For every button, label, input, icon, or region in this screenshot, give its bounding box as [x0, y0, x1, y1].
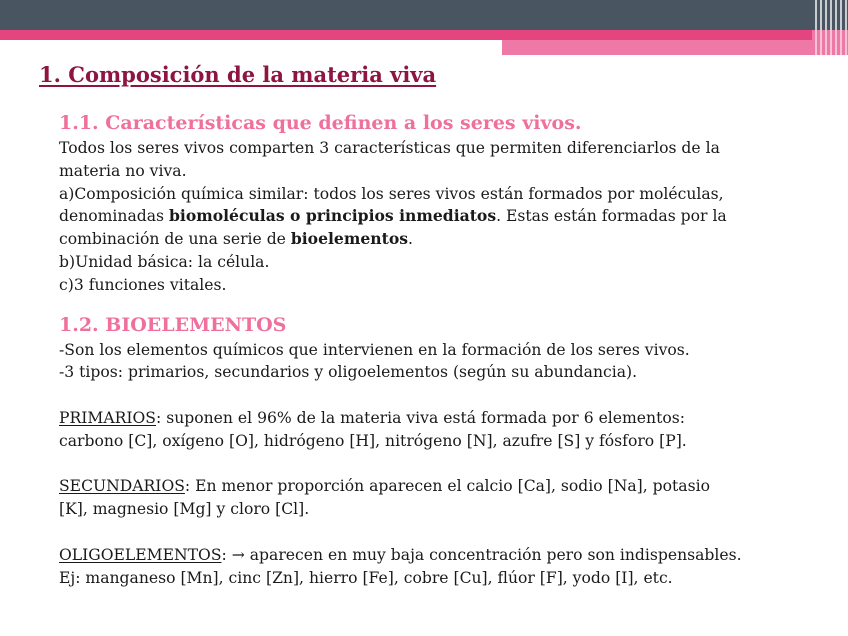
primarios-label: PRIMARIOS [59, 408, 156, 427]
oligoelementos-text-1: : → aparecen en muy baja concentración pero son indispensables. [221, 545, 742, 564]
oligoelementos-label: OLIGOELEMENTOS [59, 545, 222, 564]
slide-body [59, 109, 819, 589]
section-heading-bioelementos: 1.2. BIOELEMENTOS [59, 313, 287, 336]
intro-line-2: materia no viva. [59, 161, 187, 180]
secundarios-line-2: [K], magnesio [Mg] y cloro [Cl]. [59, 500, 310, 519]
point-a-line-2 [59, 205, 819, 228]
point-c-line: c)3 funciones vitales. [59, 275, 227, 294]
header-pink-tab [502, 40, 848, 55]
bioelementos-term: bioelementos [290, 229, 408, 249]
point-b-line: b)Unidad básica: la célula. [59, 252, 270, 271]
spacer [59, 384, 819, 407]
biomoleculas-term: biomoléculas o principios inmediatos [169, 206, 497, 226]
header-stripes-pink [812, 30, 848, 55]
header-stripes-dark [812, 0, 848, 30]
oligoelementos-line-2: Ej: manganeso [Mn], cinc [Zn], hierro [Fe], cobre [Cu], flúor [F], yodo [I], etc. [59, 568, 673, 587]
point-a-line-3 [59, 228, 819, 251]
secundarios-text-1: : En menor proporción aparecen el calcio [Ca], sodio [Na], potasio [184, 477, 710, 496]
point-a-line-3-pre: combinación de una serie de [59, 230, 291, 249]
bioelementos-line-1: -Son los elementos químicos que intervienen en la formación de los seres vivos. [59, 340, 690, 359]
header-pink-bar [0, 30, 848, 40]
primarios-line-1 [59, 407, 819, 430]
intro-line-1: Todos los seres vivos comparten 3 características que permiten diferenciarlos de la [59, 139, 720, 157]
point-a-line-1: a)Composición química similar: todos los seres vivos están formados por moléculas, [59, 184, 724, 203]
point-a-line-2-pre: denominadas [59, 207, 169, 226]
oligoelementos-line-1 [59, 544, 819, 567]
point-a-line-2-post: . Estas están formadas por la [496, 207, 727, 226]
spacer [59, 521, 819, 544]
primarios-line-2: carbono [C], oxígeno [O], hidrógeno [H], nitrógeno [N], azufre [S] y fósforo [P]. [59, 431, 687, 450]
slide-title: 1. Composición de la materia viva [39, 62, 437, 87]
spacer [59, 453, 819, 476]
point-a-line-3-post: . [408, 230, 413, 249]
header-dark-bar [0, 0, 848, 30]
secundarios-line-1 [59, 475, 819, 498]
bioelementos-line-2: -3 tipos: primarios, secundarios y oligoelementos (según su abundancia). [59, 363, 638, 382]
section-heading-caracteristicas: 1.1. Características que definen a los seres vivos. [59, 112, 582, 134]
secundarios-label: SECUNDARIOS [59, 477, 185, 496]
primarios-text-1: : suponen el 96% de la materia viva está formada por 6 elementos: [156, 408, 685, 427]
